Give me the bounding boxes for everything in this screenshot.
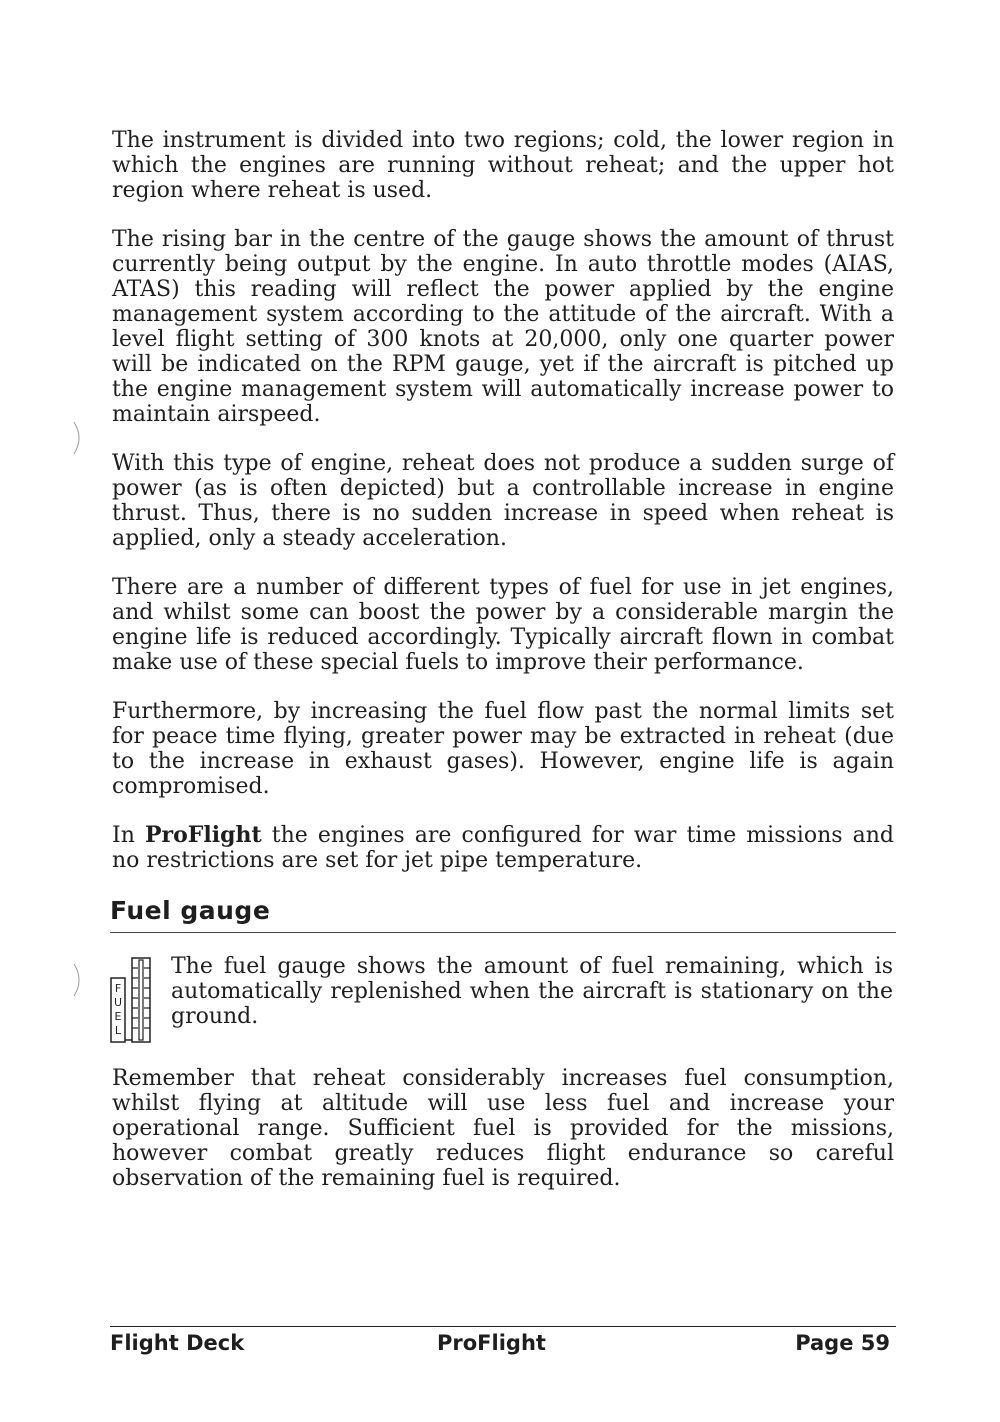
paragraph-fuel-gauge: The fuel gauge shows the amount of fuel remaining, which is automatically replenished when the aircraft is stationary on the ground. — [171, 954, 893, 1029]
fuel-icon-letter: F — [114, 982, 122, 995]
paragraph-rising-bar: The rising bar in the centre of the gauge shows the amount of thrust currently being output by the engine. In auto throttle modes (AIAS, ATAS) this reading will reflect the power applied by the engine management system according to the attitude of the aircraft. With a level flight setting of 300 knots at 20,000, only one quarter power will be indicated on the RPM gauge, yet if the aircraft is pitched up the engine management system will automatically increase power to maintain airspeed. — [112, 227, 894, 427]
paragraph-fuel-flow: Furthermore, by increasing the fuel flow past the normal limits set for peace time flying, greater power may be extracted in reheat (due to the increase in exhaust gases). However, engine life is again compromised. — [112, 699, 894, 799]
margin-binding-mark — [70, 962, 86, 998]
fuel-icon-letter: U — [113, 996, 123, 1009]
footer-chapter: Flight Deck — [110, 1331, 245, 1355]
paragraph-reheat-consumption: Remember that reheat considerably increases fuel consumption, whilst flying at altitude will use less fuel and increase your operational range. Sufficient fuel is provided for the missions, however combat greatly reduces flight endurance so careful observation of the remaining fuel is required. — [112, 1066, 894, 1191]
section-heading: Fuel gauge — [110, 896, 271, 925]
footer-divider — [110, 1326, 896, 1327]
paragraph-instrument-regions: The instrument is divided into two regions; cold, the lower region in which the engines are running without reheat; and the upper hot region where reheat is used. — [112, 128, 894, 203]
paragraph-text: the engines are configured for war time missions and no restrictions are set for jet pipe temperature. — [112, 823, 894, 873]
product-name: ProFlight — [144, 822, 262, 848]
fuel-gauge-icon — [110, 956, 154, 1044]
footer-title: ProFlight — [437, 1331, 546, 1355]
footer-page-number: Page 59 — [795, 1331, 890, 1355]
fuel-icon-letter: E — [114, 1010, 122, 1023]
fuel-icon-letter: L — [114, 1024, 122, 1037]
paragraph-engine-config — [112, 823, 894, 873]
margin-binding-mark — [70, 420, 86, 456]
paragraph-fuel-types: There are a number of different types of fuel for use in jet engines, and whilst some can boost the power by a considerable margin the engine life is reduced accordingly. Typically aircraft flown in combat make use of these special fuels to improve their performance. — [112, 575, 894, 675]
paragraph-text: In — [112, 823, 145, 848]
heading-divider — [110, 932, 896, 933]
paragraph-reheat: With this type of engine, reheat does not produce a sudden surge of power (as is often depicted) but a controllable increase in engine thrust. Thus, there is no sudden increase in speed when reheat is applied, only a steady acceleration. — [112, 451, 894, 551]
